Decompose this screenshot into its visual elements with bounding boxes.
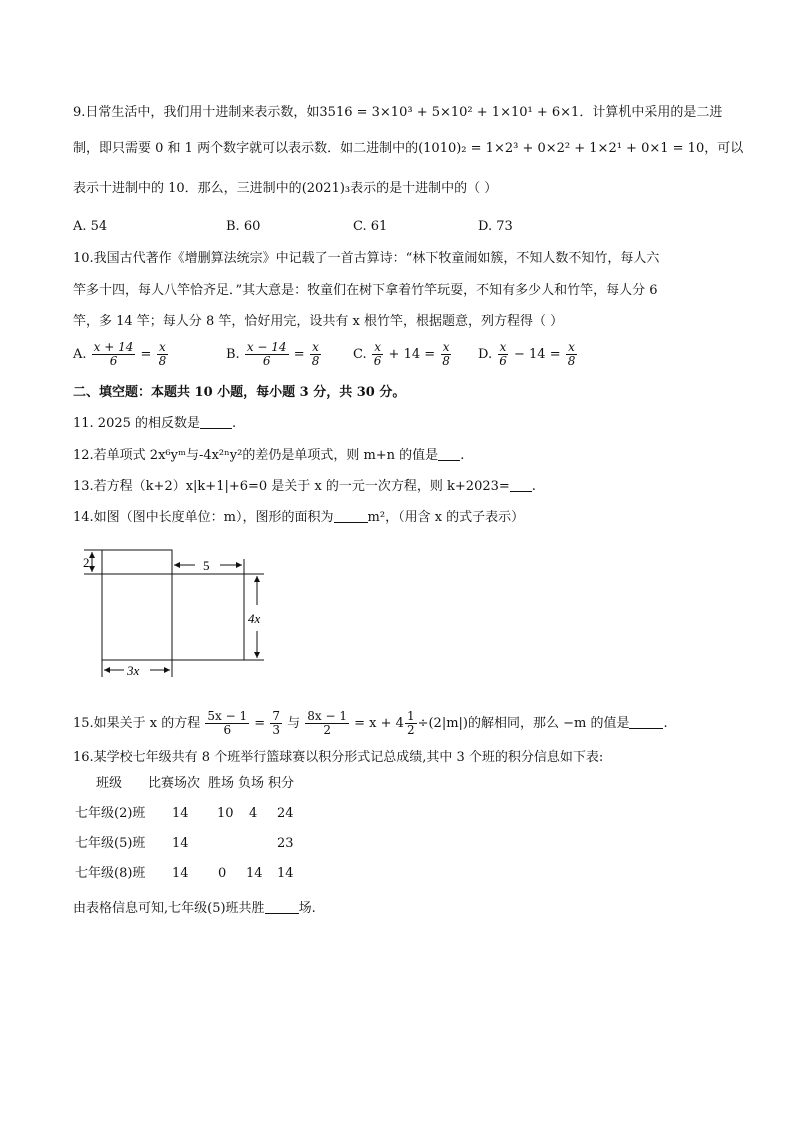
table-row-8-points: 14 <box>277 866 294 881</box>
q9-formula2: (1010)₂ = 1×2³ + 0×2² + 1×2¹ + 0×1 = 10 <box>418 141 705 156</box>
label-5: 5 <box>203 558 210 573</box>
q9-option-b: B. 60 <box>226 219 261 234</box>
q14-blank <box>334 509 368 523</box>
big-rect <box>102 574 244 660</box>
table-row-2-losses: 4 <box>249 806 258 821</box>
section-heading: 二、填空题：本题共 10 小题，每小题 3 分，共 30 分。 <box>73 385 406 400</box>
q9-option-d: D. 73 <box>478 219 513 234</box>
table-row-2-wins: 10 <box>217 806 234 821</box>
table-header-class: 班级 <box>96 776 123 791</box>
q13: 13.若方程（k+2）x|k+1|+6=0 是关于 x 的一元一次方程，则 k+2023= . <box>73 479 536 494</box>
q13-blank <box>510 478 532 492</box>
table-header-losses: 负场 <box>238 776 265 791</box>
q10-line1: 10.我国古代著作《增删算法统宗》中记载了一首古算诗：“林下牧童闹如簇，不知人数不知竹，每人六 <box>73 251 660 266</box>
q9-formula3: (2021)₃ <box>301 181 351 196</box>
q12: 12.若单项式 2x⁶yᵐ与-4x²ⁿy²的差仍是单项式，则 m+n 的值是 . <box>73 448 465 463</box>
table-row-2-class: 七年级(2)班 <box>75 806 146 821</box>
table-row-8-class: 七年级(8)班 <box>75 866 146 881</box>
table-row-8-games: 14 <box>172 866 189 881</box>
q15-blank <box>629 715 663 729</box>
q14: 14.如图（图中长度单位：m），图形的面积为 m²，（用含 x 的式子表示） <box>73 510 525 525</box>
table-header-wins: 胜场 <box>208 776 235 791</box>
q9-option-a: A. 54 <box>73 219 108 234</box>
q9-line3: 表示十进制中的 10．那么，三进制中的(2021)₃表示的是十进制中的（ ） <box>73 181 498 196</box>
q10-option-d: D. $\frac{x}{6}$ − 14 = $\frac{x}{8}$ <box>478 340 576 368</box>
q16-blank <box>265 900 299 914</box>
table-row-2-games: 14 <box>172 806 189 821</box>
q16-line1: 16.某学校七年级共有 8 个班举行篮球赛以积分形式记总成绩,其中 3 个班的积分信息如下表: <box>73 750 604 765</box>
q10-option-a: A. $\frac{x + 14}{6}$ = $\frac{x}{8}$ <box>73 340 167 368</box>
table-row-5-games: 14 <box>172 836 189 851</box>
table-row-8-wins: 0 <box>218 866 227 881</box>
q11: 11. 2025 的相反数是 . <box>73 416 237 431</box>
top-small-rect <box>102 550 172 574</box>
label-3x: 3x <box>127 663 140 678</box>
table-row-2-points: 24 <box>277 806 294 821</box>
table-row-5-class: 七年级(5)班 <box>75 836 146 851</box>
label-4x: 4x <box>248 611 261 626</box>
table-header-games: 比赛场次 <box>148 776 201 791</box>
q16-last: 由表格信息可知,七年级(5)班共胜 场. <box>73 901 316 916</box>
area-figure <box>80 545 280 685</box>
table-row-5-points: 23 <box>277 836 294 851</box>
table-row-8-losses: 14 <box>246 866 263 881</box>
q10-option-c: C. $\frac{x}{6}$ + 14 = $\frac{x}{8}$ <box>353 340 450 368</box>
q15: 15.如果关于 x 的方程 $\frac{5x - 1}{6}$ = $\frac{7}{3}$ 与 $\frac{8x - 1}{2}$ = x + 4 $\frac{1}{2}$ ÷(2|m|)的解相同，那么 −m 的值是 . <box>73 709 668 737</box>
table-header-points: 积分 <box>268 776 295 791</box>
q9-line1: 9.日常生活中，我们用十进制来表示数，如3516 = 3×10³ + 5×10² + 1×10¹ + 6×1．计算机中采用的是二进 <box>73 105 723 120</box>
q11-blank <box>200 415 232 429</box>
q9-formula1: 3516 = 3×10³ + 5×10² + 1×10¹ + 6×1 <box>319 105 580 120</box>
q12-blank <box>438 447 460 461</box>
q10-line2: 竿多十四，每人八竿恰齐足．”其大意是：牧童们在树下拿着竹竿玩耍，不知有多少人和竹竿，每人分 6 <box>73 283 658 298</box>
q10-line3: 竿，多 14 竿；每人分 8 竿，恰好用完，设共有 x 根竹竿，根据题意，列方程得（ ） <box>73 314 564 329</box>
q10-option-b: B. $\frac{x - 14}{6}$ = $\frac{x}{8}$ <box>226 340 320 368</box>
q9-line2: 制，即只需要 0 和 1 两个数字就可以表示数．如二进制中的(1010)₂ = 1×2³ + 0×2² + 1×2¹ + 0×1 = 10，可以 <box>73 141 744 156</box>
q9-option-c: C. 61 <box>353 219 388 234</box>
label-2: 2 <box>83 555 90 570</box>
